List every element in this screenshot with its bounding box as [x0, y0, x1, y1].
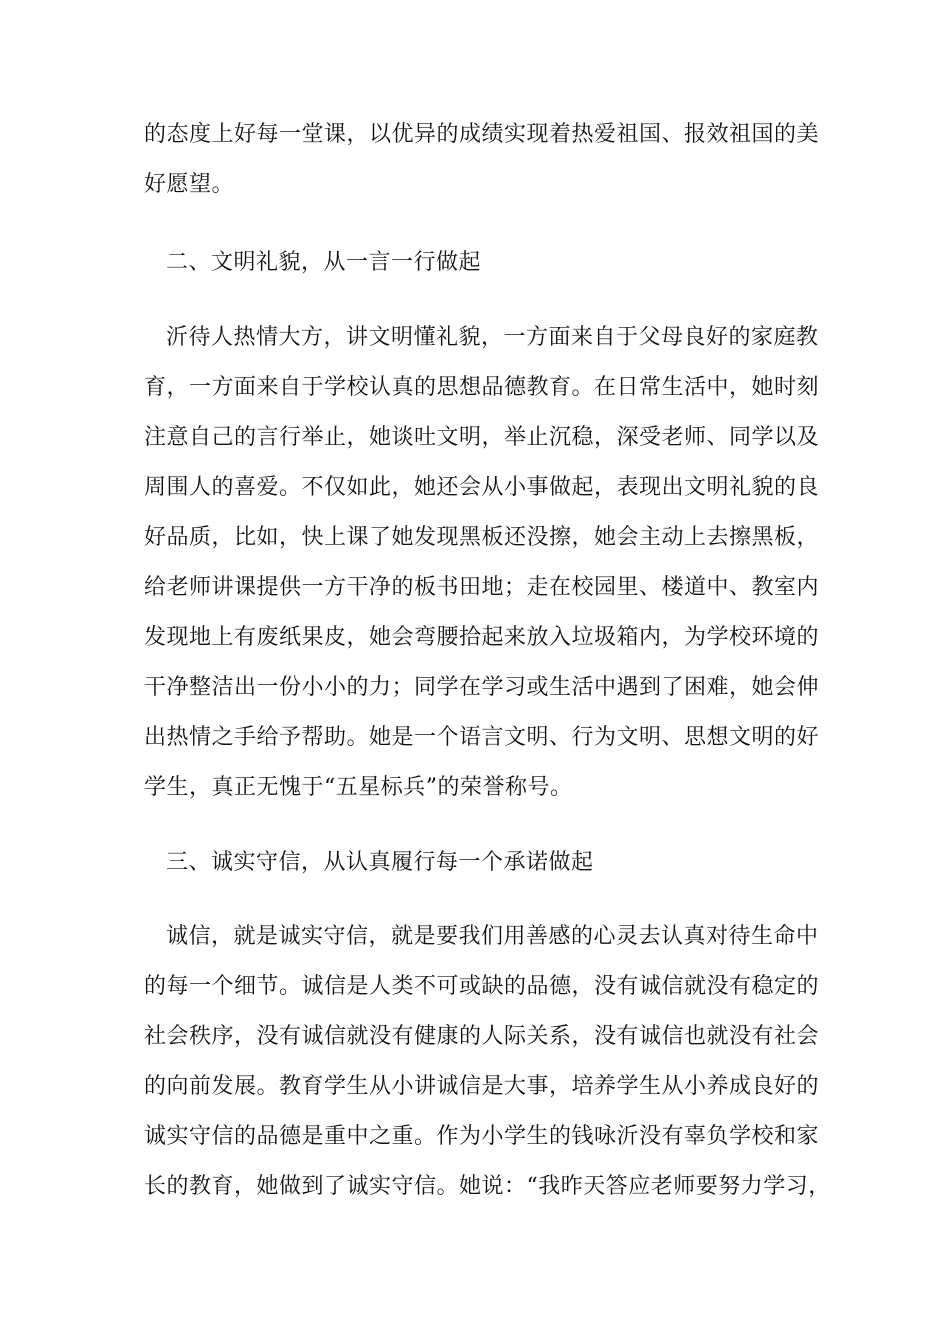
text-line: 育，一方面来自于学校认真的思想品德教育。在日常生活中，她时刻 — [144, 375, 820, 400]
text-line: 的每一个细节。诚信是人类不可或缺的品德，没有诚信就没有稳定的 — [144, 974, 820, 999]
text-line: 周围人的喜爱。不仅如此，她还会从小事做起，表现出文明礼貌的良 — [144, 475, 820, 500]
section-heading-courtesy: 二、文明礼貌，从一言一行做起 — [166, 250, 482, 275]
text-line: 的向前发展。教育学生从小讲诚信是大事，培养学生从小养成良好的 — [144, 1074, 820, 1099]
text-line: 干净整洁出一份小小的力；同学在学习或生活中遇到了困难，她会伸 — [144, 675, 820, 700]
text-line: 的态度上好每一堂课，以优异的成绩实现着热爱祖国、报效祖国的美 — [144, 122, 820, 147]
text-line: 出热情之手给予帮助。她是一个语言文明、行为文明、思想文明的好 — [144, 725, 820, 750]
text-line: 社会秩序，没有诚信就没有健康的人际关系，没有诚信也就没有社会 — [144, 1024, 820, 1049]
text-line: 诚实守信的品德是重中之重。作为小学生的钱咏沂没有辜负学校和家 — [144, 1124, 820, 1149]
paragraph-honesty — [144, 912, 831, 1212]
section-heading-honesty: 三、诚实守信，从认真履行每一个承诺做起 — [166, 850, 594, 875]
text-line: 发现地上有废纸果皮，她会弯腰拾起来放入垃圾箱内，为学校环境的 — [144, 625, 820, 650]
paragraph-continuation — [144, 110, 820, 210]
text-line: 注意自己的言行举止，她谈吐文明，举止沉稳，深受老师、同学以及 — [144, 425, 820, 450]
text-line: 给老师讲课提供一方干净的板书田地；走在校园里、楼道中、教室内 — [144, 575, 820, 600]
text-line: 长的教育，她做到了诚实守信。她说：“我昨天答应老师要努力学习， — [144, 1174, 831, 1199]
text-line: 好愿望。 — [144, 172, 235, 197]
text-line: 学生，真正无愧于“五星标兵”的荣誉称号。 — [144, 775, 573, 800]
text-line: 沂待人热情大方，讲文明懂礼貌，一方面来自于父母良好的家庭教 — [166, 325, 819, 350]
text-line: 诚信，就是诚实守信，就是要我们用善感的心灵去认真对待生命中 — [166, 924, 819, 949]
text-line: 好品质，比如，快上课了她发现黑板还没擦，她会主动上去擦黑板， — [144, 525, 820, 550]
paragraph-courtesy — [144, 313, 820, 813]
